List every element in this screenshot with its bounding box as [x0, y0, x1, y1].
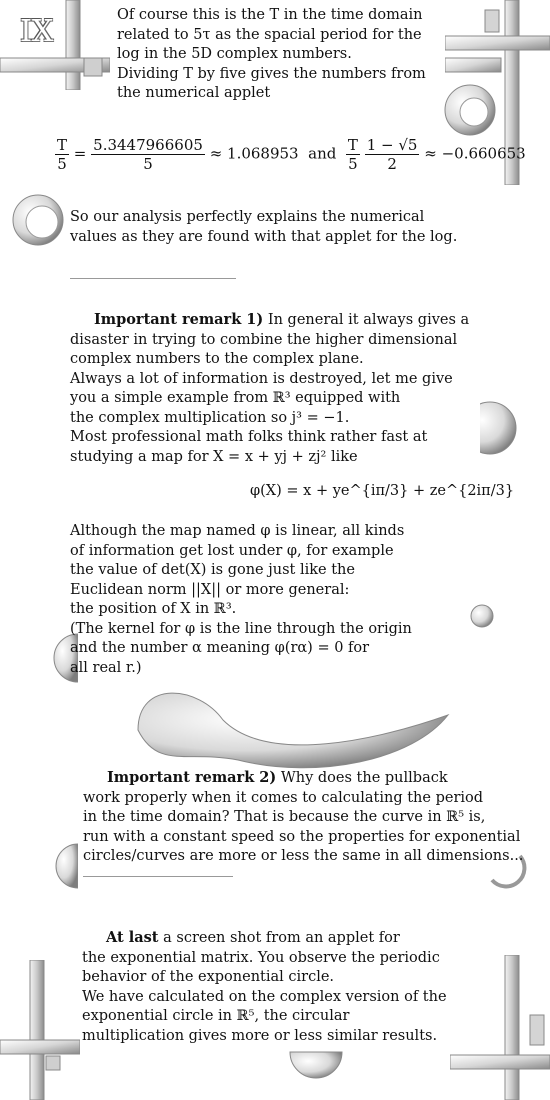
fraction-value: $\frac{5.3447966605}{5}$ — [93, 136, 203, 173]
text-line: related to 5τ as the spacial period for the — [117, 26, 422, 43]
text-line: disaster in trying to combine the higher dimensional — [70, 331, 458, 348]
text-line: exponential circle in ℝ⁵, the circular — [82, 1008, 350, 1024]
map-formula: φ(X) = x + ye^{iπ/3} + ze^{2iπ/3} — [250, 483, 515, 499]
text-line: the position of X in ℝ³. — [70, 601, 237, 617]
ornament-swoosh — [128, 685, 458, 780]
at-last-heading: At last — [106, 929, 159, 946]
text-line: values as they are found with that applet for the log. — [70, 228, 458, 245]
text-line: the numerical applet — [117, 85, 271, 101]
ornament-small-sphere — [468, 602, 498, 632]
text-line: of information get lost under φ, for example — [70, 542, 394, 559]
equals-sign: = — [73, 144, 87, 163]
text-line: studying a map for X = x + yj + zj² like — [70, 448, 358, 465]
intro-paragraph — [117, 6, 426, 104]
remark-2-heading: Important remark 2) — [107, 769, 277, 786]
ornament-sphere-right — [480, 400, 525, 460]
text-line: run with a constant speed so the properties for exponential — [83, 828, 521, 845]
ornament-cross-bottom-left — [0, 960, 80, 1100]
analysis-paragraph — [70, 208, 457, 247]
text-line: the exponential matrix. You observe the periodic — [82, 949, 440, 966]
fraction-t-over-5-b: $\frac{T}{5}$ — [347, 136, 358, 173]
text-line: In general it always gives a — [263, 312, 470, 328]
text-line: you a simple example from ℝ³ equipped with — [70, 390, 401, 406]
text-line: all real r.) — [70, 659, 142, 676]
fraction-golden: $\frac{1 - √5}{2}$ — [366, 136, 418, 173]
formula-and: and — [308, 144, 337, 163]
separator-line — [83, 876, 233, 877]
text-line: Most professional math folks think rather fast at — [70, 429, 428, 445]
text-line: Although the map named φ is linear, all kinds — [70, 523, 405, 539]
remark-1-paragraph — [70, 310, 469, 467]
remark-1-heading: Important remark 1) — [94, 311, 264, 328]
text-line: multiplication gives more or less similar results. — [82, 1027, 438, 1044]
ornament-cross-top-left — [0, 0, 110, 90]
approx-value-1: ≈ 1.068953 — [209, 144, 299, 163]
period-formula — [55, 136, 526, 173]
separator-line — [70, 278, 236, 279]
text-line: and the number α meaning φ(rα) = 0 for — [70, 640, 370, 656]
text-line: a screen shot from an applet for — [158, 930, 400, 946]
kernel-paragraph — [70, 522, 412, 678]
ornament-bottom-dome — [288, 1050, 344, 1085]
text-line: behavior of the exponential circle. — [82, 969, 335, 985]
text-line: So our analysis perfectly explains the numerical — [70, 209, 425, 225]
ornament-cross-bottom-right — [450, 955, 550, 1100]
text-line: work properly when it comes to calculating the period — [83, 789, 484, 806]
at-last-paragraph — [82, 928, 447, 1046]
text-line: Euclidean norm ||X|| or more general: — [70, 581, 350, 598]
text-line: We have calculated on the complex version of the — [82, 988, 447, 1005]
text-line: the complex multiplication so j³ = −1. — [70, 409, 350, 426]
text-line: Why does the pullback — [276, 770, 448, 786]
text-line: Dividing T by five gives the numbers from — [117, 65, 426, 82]
text-line: in the time domain? That is because the curve in ℝ⁵ is, — [83, 809, 486, 825]
remark-2-paragraph — [83, 768, 523, 867]
fraction-t-over-5: $\frac{T}{5}$ — [57, 136, 68, 173]
text-line: the value of det(X) is gone just like the — [70, 562, 355, 578]
text-line: Of course this is the T in the time domain — [117, 7, 423, 23]
text-line: log in the 5D complex numbers. — [117, 46, 352, 62]
approx-value-2: ≈ −0.660653 — [424, 144, 526, 163]
ornament-half-sphere-left-2 — [38, 842, 78, 892]
text-line: (The kernel for φ is the line through the origin — [70, 620, 412, 637]
text-line: complex numbers to the complex plane. — [70, 351, 364, 367]
text-line: circles/curves are more or less the same in all dimensions... — [83, 848, 524, 864]
ornament-ring-left — [8, 192, 68, 252]
page-roman-numeral: IX — [20, 14, 54, 49]
text-line: Always a lot of information is destroyed, let me give — [70, 370, 453, 387]
ornament-ring-right-top — [440, 80, 500, 140]
